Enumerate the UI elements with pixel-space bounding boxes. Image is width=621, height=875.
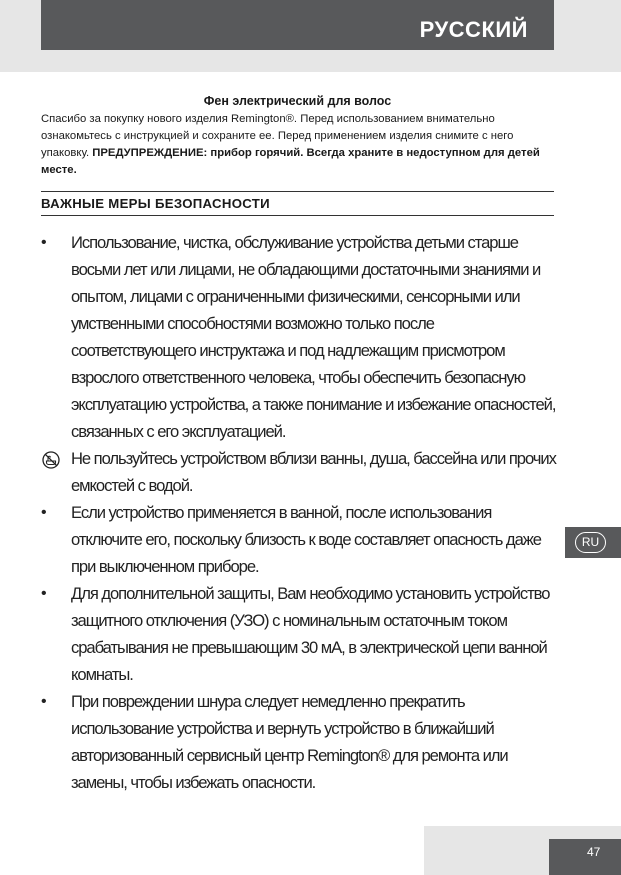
list-item <box>41 445 561 499</box>
page-number-box <box>549 839 621 875</box>
list-item <box>41 229 561 445</box>
page-number: 47 <box>587 845 601 859</box>
intro-text: Спасибо за покупку нового изделия Remington®. Перед использованием внимательно ознакомьтесь с инструкцией и сохраните ее. Перед применением изделия снимите с него упаковку. <box>41 113 514 159</box>
list-item <box>41 499 561 580</box>
intro-warning: ПРЕДУПРЕЖДЕНИЕ: прибор горячий. Всегда храните в недоступном для детей месте. <box>41 147 540 176</box>
list-item-text: При повреждении шнура следует немедленно прекратить использование устройства и вернуть устройство в ближайший авторизованный сервисный центр Remington® для ремонта или замены, чтобы избежать опасности. <box>71 692 508 792</box>
bullet-marker: • <box>41 585 46 602</box>
language-title: РУССКИЙ <box>419 17 528 42</box>
bullet-marker: • <box>41 504 46 521</box>
list-item-text: Не пользуйтесь устройством вблизи ванны, душа, бассейна или прочих емкостей с водой. <box>71 449 556 495</box>
list-item <box>41 580 561 688</box>
list-item-text: Если устройство применяется в ванной, после использования отключите его, поскольку близость к воде составляет опасность даже при выключенном приборе. <box>71 503 541 576</box>
list-item-text: Для дополнительной защиты, Вам необходимо установить устройство защитного отключения (УЗО) с номинальным остаточным током срабатывания не превышающим 30 мА, в электрической цепи ванной комнаты. <box>71 584 550 684</box>
intro-paragraph <box>41 111 557 179</box>
safety-list <box>41 229 561 796</box>
bullet-marker: • <box>41 693 46 710</box>
language-header <box>41 0 554 50</box>
language-tab <box>565 527 621 558</box>
no-bath-icon <box>42 451 56 478</box>
section-title: ВАЖНЫЕ МЕРЫ БЕЗОПАСНОСТИ <box>41 196 270 211</box>
bullet-marker: • <box>41 234 46 251</box>
list-item <box>41 688 561 796</box>
section-rule-bottom <box>41 215 554 216</box>
ru-badge: RU <box>575 532 606 553</box>
list-item-text: Использование, чистка, обслуживание устройства детьми старше восьми лет или лицами, не обладающими достаточными знаниями и опытом, лицами с ограниченными физическими, сенсорными или умственными способностями возможно только после соответствующего инструктажа и под надлежащим присмотром взрослого ответственного человека, чтобы обеспечить безопасную эксплуатацию устройства, а также понимание и избежание опасностей, связанных с его эксплуатацией. <box>71 233 556 441</box>
document-title: Фен электрический для волос <box>203 94 392 108</box>
section-rule-top <box>41 191 554 192</box>
